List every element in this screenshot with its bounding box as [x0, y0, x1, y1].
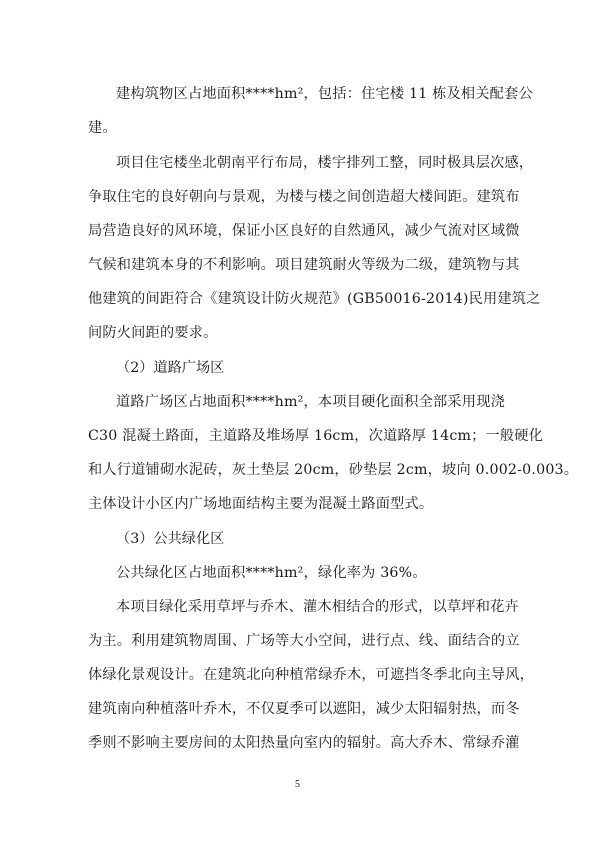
- paragraph-line: 道路广场区占地面积****hm²，本项目硬化面积全部采用现浇: [116, 394, 505, 410]
- paragraph-line: 建构筑物区占地面积****hm²，包括：住宅楼 11 栋及相关配套公: [116, 86, 533, 102]
- paragraph-line: 他建筑的间距符合《建筑设计防火规范》(GB50016-2014)民用建筑之: [88, 291, 541, 307]
- paragraph-line: 公共绿化区占地面积****hm²，绿化率为 36%。: [116, 565, 427, 581]
- paragraph-line: 本项目绿化采用草坪与乔木、灌木相结合的形式，以草坪和花卉: [116, 599, 519, 615]
- section-heading-road-plaza: （2）道路广场区: [116, 360, 225, 376]
- paragraph-line: C30 混凝土路面，主道路及堆场厚 16cm，次道路厚 14cm；一般硬化: [88, 428, 544, 444]
- paragraph-line: 体绿化景观设计。在建筑北向种植常绿乔木，可遮挡冬季北向主导风，: [88, 667, 535, 683]
- paragraph-line: 建筑南向种植落叶乔木，不仅夏季可以遮阳，减少太阳辐射热，而冬: [88, 701, 520, 717]
- paragraph-line: 主体设计小区内广场地面结构主要为混凝土路面型式。: [88, 496, 434, 512]
- paragraph-line: 局营造良好的风环境，保证小区良好的自然通风，减少气流对区域微: [88, 223, 520, 239]
- paragraph-line: 项目住宅楼坐北朝南平行布局，楼宇排列工整，同时极具层次感，: [116, 155, 534, 171]
- paragraph-line: 为主。利用建筑物周围、广场等大小空间，进行点、线、面结合的立: [88, 633, 520, 649]
- page-number: 5: [295, 779, 300, 790]
- paragraph-line: 和人行道铺砌水泥砖，灰土垫层 20cm，砂垫层 2cm，坡向 0.002-0.003。: [88, 462, 579, 478]
- paragraph-line: 季则不影响主要房间的太阳热量向室内的辐射。高大乔木、常绿乔灌: [88, 735, 520, 751]
- paragraph-line: 建。: [88, 120, 117, 136]
- paragraph-line: 争取住宅的良好朝向与景观，为楼与楼之间创造超大楼间距。建筑布: [88, 189, 520, 205]
- paragraph-line: 间防火间距的要求。: [88, 325, 218, 341]
- paragraph-line: 气候和建筑本身的不利影响。项目建筑耐火等级为二级，建筑物与其: [88, 257, 520, 273]
- section-heading-public-green: （3）公共绿化区: [116, 531, 225, 547]
